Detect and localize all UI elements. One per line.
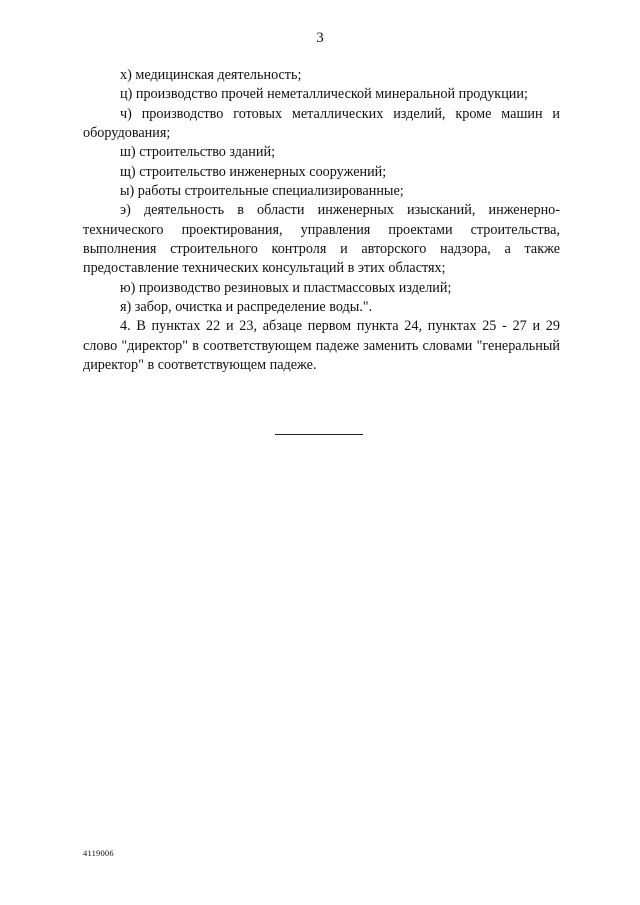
document-code: 4119006: [83, 848, 114, 858]
list-item-y: ы) работы строительные специализированные;: [120, 183, 404, 200]
list-item-ya: я) забор, очистка и распределение воды.".: [120, 299, 373, 316]
list-item-ts: ц) производство прочей неметаллической минеральной продукции;: [120, 86, 528, 103]
list-item-e: э) деятельность в области инженерных изысканий, инженерно-технического проектирования, управления проектами строительства, выполнения строительного контроля и авторского надзора, а также предоставление технических консультаций в этих областях;: [83, 202, 560, 277]
paragraph-4: 4. В пунктах 22 и 23, абзаце первом пункта 24, пунктах 25 - 27 и 29 слово "директор" в соответствующем падеже заменить словами "генеральный директор" в соответствующем падеже.: [83, 318, 560, 374]
list-item-ch: ч) производство готовых металлических изделий, кроме машин и оборудования;: [83, 105, 560, 142]
list-item-yu: ю) производство резиновых и пластмассовых изделий;: [120, 279, 452, 296]
list-item-shch: щ) строительство инженерных сооружений;: [120, 163, 387, 180]
document-body: [83, 66, 560, 376]
end-divider: [275, 434, 363, 435]
list-item-sh: ш) строительство зданий;: [120, 144, 276, 161]
list-item-kh: х) медицинская деятельность;: [120, 67, 302, 83]
page-number: 3: [316, 30, 324, 46]
